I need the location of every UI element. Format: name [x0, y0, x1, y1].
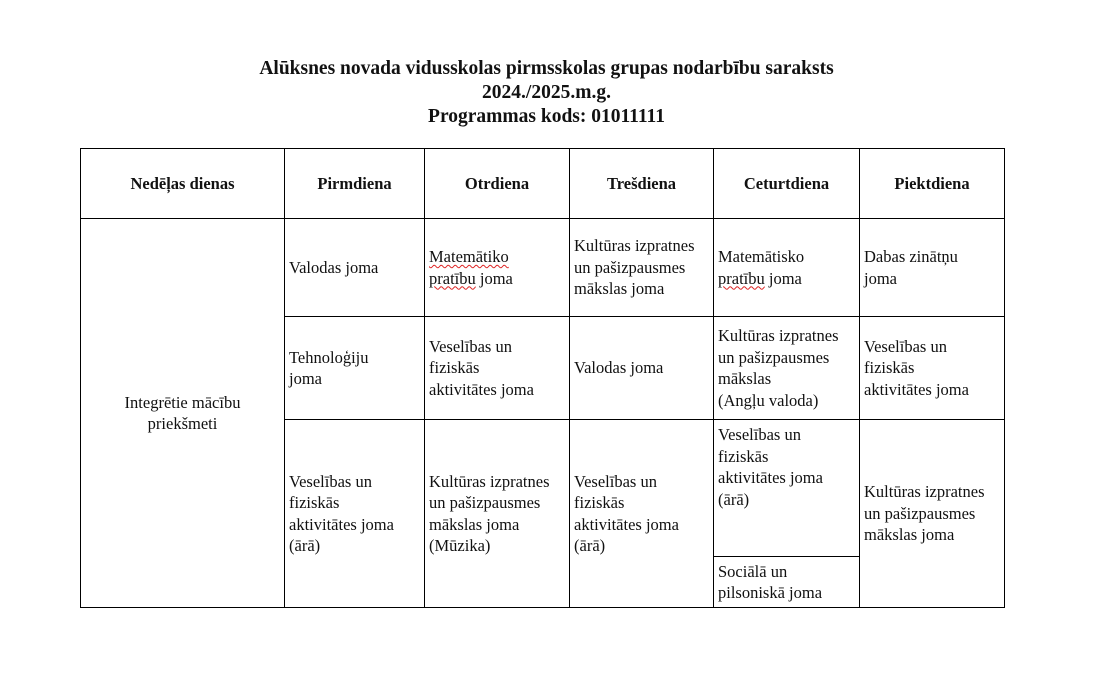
- cell-fri-2: [860, 317, 1005, 420]
- cell-fri-1: [860, 219, 1005, 317]
- title-line-1: Alūksnes novada vidusskolas pirmsskolas grupas nodarbību saraksts: [259, 58, 834, 79]
- cell-mon-3-line-2: fiziskās: [289, 493, 340, 512]
- cell-fri-3-line-1: Kultūras izpratnes: [864, 482, 985, 502]
- cell-mon-2-line-2: joma: [289, 369, 322, 388]
- cell-thu-4-line-1: Sociālā un: [718, 561, 788, 581]
- row-label-cell: [81, 219, 285, 608]
- cell-mon-2-line-1: Tehnoloģiju: [289, 347, 369, 367]
- cell-thu-2-line-3: mākslas: [718, 369, 772, 388]
- cell-wed-3-line-2: fiziskās: [574, 493, 625, 512]
- cell-tue-3-line-2: un pašizpausmes: [429, 493, 541, 512]
- header-wednesday: Trešdiena: [570, 149, 714, 219]
- cell-fri-2-line-3: aktivitātes joma: [864, 379, 969, 399]
- cell-wed-1-line-2: un pašizpausmes: [574, 257, 686, 277]
- cell-mon-3: [285, 420, 425, 608]
- cell-tue-3-line-1: Kultūras izpratnes: [429, 471, 550, 491]
- title-line-3: Programmas kods: 01011111: [428, 106, 665, 127]
- cell-fri-2-line-2: fiziskās: [864, 358, 915, 378]
- cell-thu-4-line-2: pilsoniskā joma: [718, 583, 823, 602]
- cell-thu-3: [714, 420, 860, 557]
- cell-mon-3-line-4: (ārā): [289, 536, 321, 555]
- cell-tue-1: [425, 219, 570, 317]
- cell-wed-1: [570, 219, 714, 317]
- cell-mon-1-text: Valodas joma: [289, 257, 379, 277]
- row-label-line-2: priekšmeti: [147, 414, 218, 433]
- cell-wed-3-line-3: aktivitātes joma: [574, 514, 679, 534]
- cell-fri-1-line-2: joma: [864, 268, 897, 288]
- cell-wed-3-line-4: (ārā): [574, 536, 606, 555]
- header-weekdays: Nedēļas dienas: [81, 149, 285, 219]
- spellcheck-word-matematiko: Matemātiko: [429, 247, 509, 266]
- cell-fri-3: [860, 420, 1005, 608]
- cell-tue-1-joma: joma: [479, 268, 513, 288]
- cell-tue-3-line-3: mākslas joma: [429, 514, 520, 534]
- cell-fri-2-line-1: Veselības un: [864, 336, 947, 356]
- header-row: [81, 149, 1005, 219]
- cell-mon-3-line-3: aktivitātes joma: [289, 514, 394, 534]
- cell-tue-2: [425, 317, 570, 420]
- cell-thu-2: [714, 317, 860, 420]
- cell-thu-2-line-1: Kultūras izpratnes: [718, 326, 839, 345]
- cell-thu-4: [714, 557, 860, 608]
- cell-wed-1-line-1: Kultūras izpratnes: [574, 236, 695, 256]
- cell-tue-2-line-1: Veselības un: [429, 336, 512, 356]
- spellcheck-word-pratibu-2: pratību: [718, 268, 765, 288]
- spellcheck-word-pratibu: pratību: [429, 268, 476, 288]
- cell-mon-2: [285, 317, 425, 420]
- cell-thu-2-line-4: (Angļu valoda): [718, 390, 819, 410]
- row-label-line-1: Integrētie mācību: [124, 392, 241, 412]
- header-monday: Pirmdiena: [285, 149, 425, 219]
- cell-wed-3-line-1: Veselības un: [574, 471, 657, 491]
- header-friday: Piektdiena: [860, 149, 1005, 219]
- cell-fri-3-line-2: un pašizpausmes: [864, 503, 976, 523]
- cell-fri-1-line-1: Dabas zinātņu: [864, 247, 958, 266]
- cell-wed-1-line-3: mākslas joma: [574, 279, 665, 299]
- cell-tue-3-line-4: (Mūzika): [429, 536, 491, 555]
- cell-thu-3-line-1: Veselības un: [718, 425, 801, 444]
- header-thursday: Ceturtdiena: [714, 149, 860, 219]
- cell-mon-3-line-1: Veselības un: [289, 471, 372, 491]
- schedule-table: [80, 148, 1005, 608]
- cell-thu-1-joma: joma: [764, 268, 802, 288]
- cell-fri-3-line-3: mākslas joma: [864, 525, 955, 545]
- cell-wed-2-text: Valodas joma: [574, 358, 664, 378]
- cell-thu-2-line-2: un pašizpausmes: [718, 347, 830, 367]
- header-tuesday: Otrdiena: [425, 149, 570, 219]
- cell-mon-1: [285, 219, 425, 317]
- cell-thu-3-line-3: aktivitātes joma: [718, 468, 823, 487]
- cell-thu-3-line-4: (ārā): [718, 489, 750, 509]
- cell-wed-3: [570, 420, 714, 608]
- cell-thu-1: [714, 219, 860, 317]
- cell-thu-3-line-2: fiziskās: [718, 446, 769, 466]
- cell-wed-2: [570, 317, 714, 420]
- cell-tue-2-line-3: aktivitātes joma: [429, 379, 534, 399]
- title-line-2: 2024./2025.m.g.: [482, 82, 611, 103]
- cell-thu-1-line-1: Matemātisko: [718, 247, 805, 266]
- schedule-row-1: [81, 219, 1005, 317]
- document-title: [0, 57, 1093, 129]
- cell-tue-2-line-2: fiziskās: [429, 358, 480, 378]
- cell-tue-3: [425, 420, 570, 608]
